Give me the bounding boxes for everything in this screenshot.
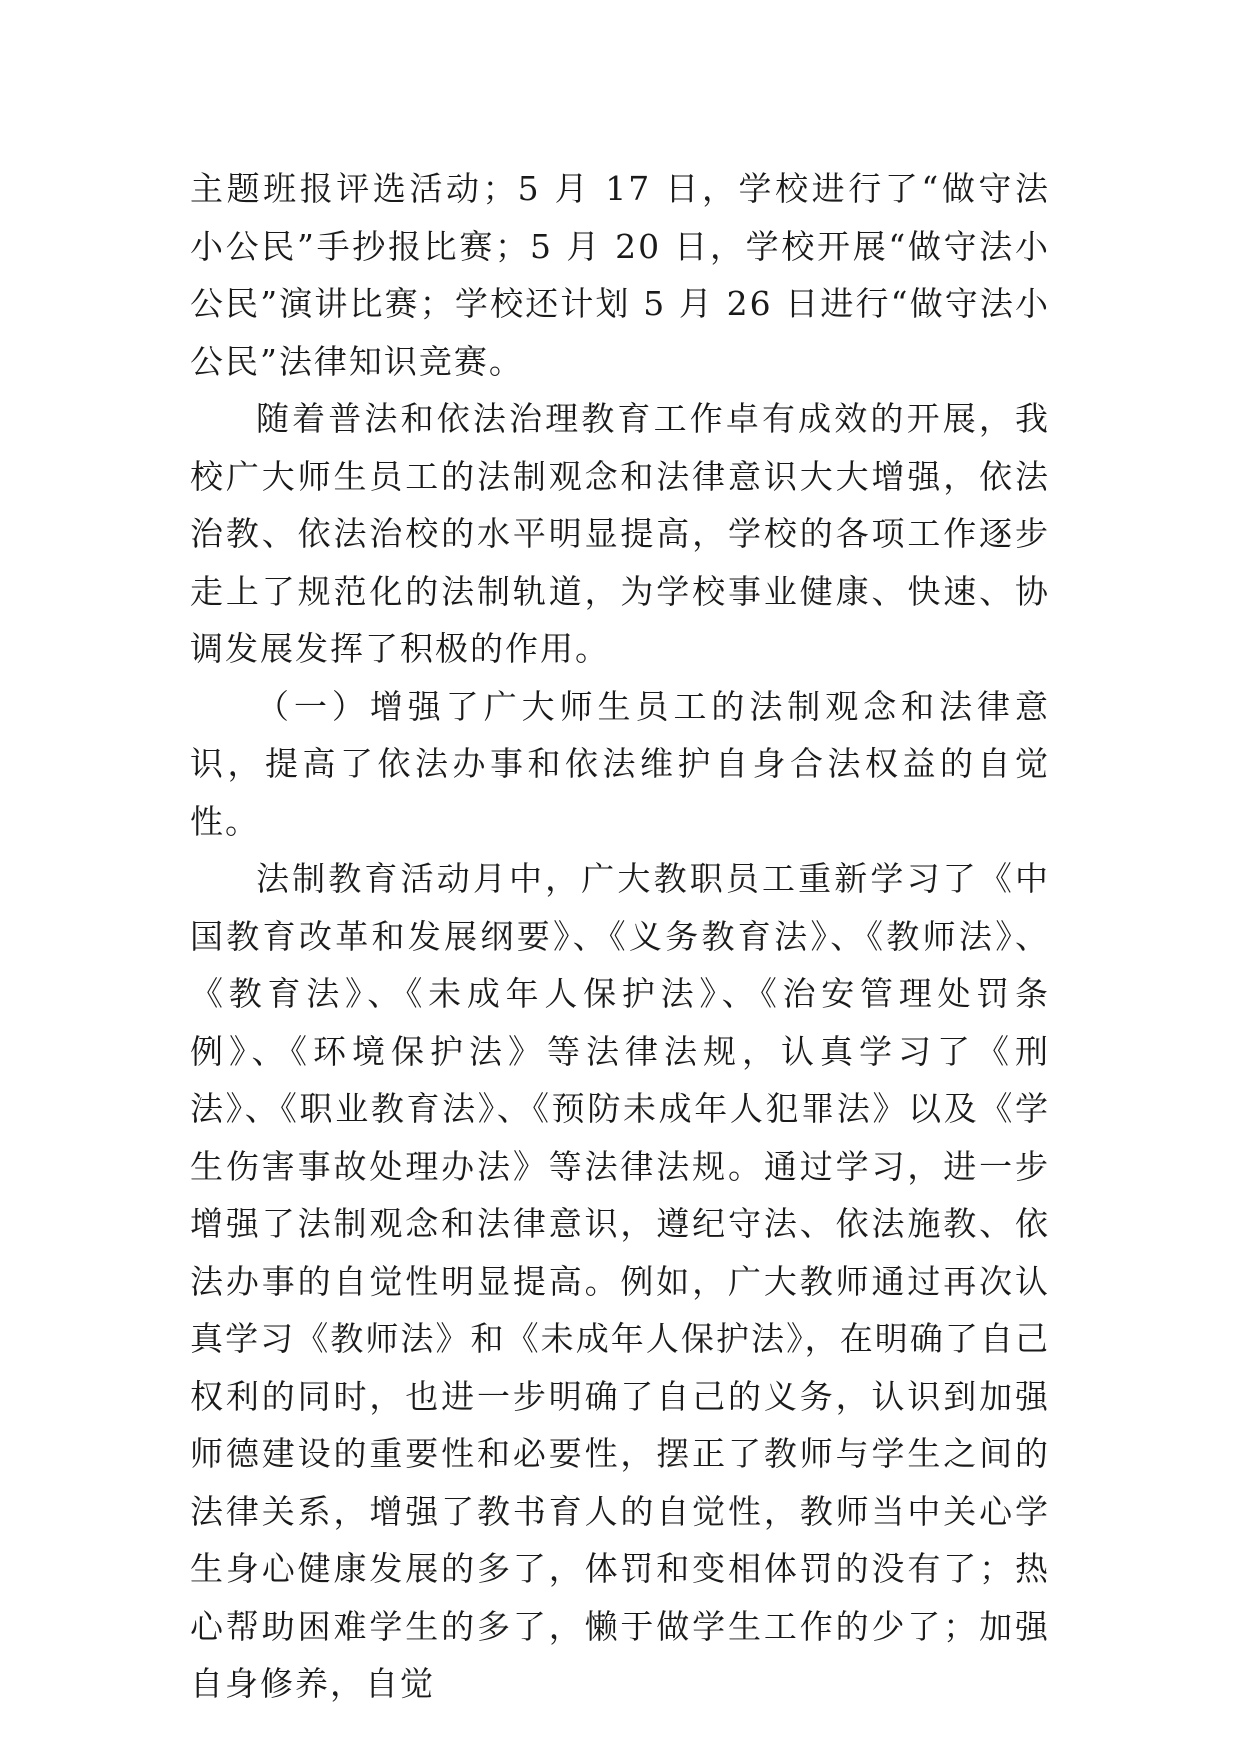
paragraph-legal-study: 法制教育活动月中，广大教职员工重新学习了《中国教育改革和发展纲要》、《义务教育法》、《教师法》、《教育法》、《未成年人保护法》、《治安管理处罚条例》、《环境保护法》等法律法规，认真学习了《刑法》、《职业教育法》、《预防未成年人犯罪法》以及《学生伤害事故处理办法》等法律法规。通过学习，进一步增强了法制观念和法律意识，遵纪守法、依法施教、依法办事的自觉性明显提高。例如，广大教师通过再次认真学习《教师法》和《未成年人保护法》，在明确了自己权利的同时，也进一步明确了自己的义务，认识到加强师德建设的重要性和必要性，摆正了教师与学生之间的法律关系，增强了教书育人的自觉性，教师当中关心学生身心健康发展的多了，体罚和变相体罚的没有了；热心帮助困难学生的多了，懒于做学生工作的少了；加强自身修养，自觉 — [190, 859, 1050, 1703]
paragraph-continued: 主题班报评选活动；5 月 17 日，学校进行了“做守法小公民”手抄报比赛；5 月 20 日，学校开展“做守法小公民”演讲比赛；学校还计划 5 月 26 日进行“做守法小公民”法律知识竞赛。 — [190, 169, 1050, 381]
paragraph-achievements-intro: 随着普法和依法治理教育工作卓有成效的开展，我校广大师生员工的法制观念和法律意识大大增强，依法治教、依法治校的水平明显提高，学校的各项工作逐步走上了规范化的法制轨道，为学校事业健康、快速、协调发展发挥了积极的作用。 — [190, 399, 1050, 668]
body-text — [190, 160, 1050, 1713]
section-heading-1: （一）增强了广大师生员工的法制观念和法律意识，提高了依法办事和依法维护自身合法权益的自觉性。 — [190, 686, 1050, 841]
